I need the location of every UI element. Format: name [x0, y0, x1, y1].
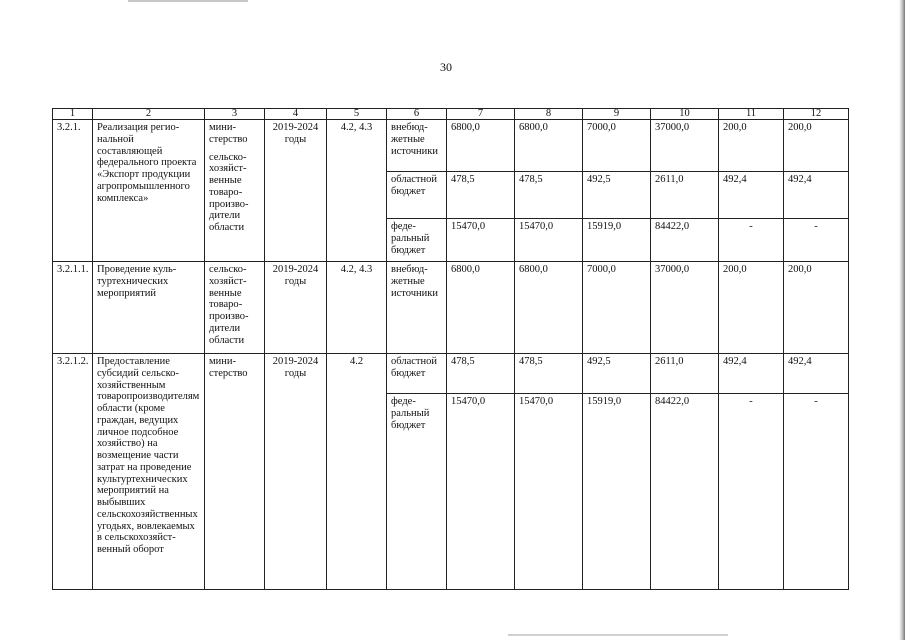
item-period: 2019-2024 годы	[265, 354, 327, 590]
value-cell: 492,5	[583, 172, 651, 219]
header-cell: 9	[583, 109, 651, 120]
value-cell: 37000,0	[651, 262, 719, 354]
value-cell: 2611,0	[651, 354, 719, 394]
header-row	[53, 109, 849, 120]
item-name: Предоставление субсидий сельскохозяйственным товаропроизводителям области (кроме граждан, ведущих личное подсобное хозяйство) на возмещение части затрат на проведение культуртехнических мероприятий на выбывших сельскохозяйственных угодьях, вовлекаемых в сельскохозяйственный оборот	[93, 354, 205, 590]
value-cell: 6800,0	[515, 120, 583, 172]
scan-artifact-bottom	[508, 634, 728, 636]
item-name: Реализация региональной составляющей федерального проекта «Экспорт продукции агропромышленного комплекса»	[93, 120, 205, 262]
item-code: 3.2.1.	[53, 120, 93, 262]
item-indicators: 4.2, 4.3	[327, 262, 387, 354]
value-cell: 492,4	[784, 172, 849, 219]
header-cell: 6	[387, 109, 447, 120]
item-code: 3.2.1.1.	[53, 262, 93, 354]
scan-edge-shadow	[899, 0, 905, 640]
value-cell: 15470,0	[447, 219, 515, 262]
value-cell: 492,4	[719, 354, 784, 394]
value-cell: 2611,0	[651, 172, 719, 219]
table-row	[53, 262, 849, 354]
budget-table	[52, 108, 849, 590]
header-cell: 11	[719, 109, 784, 120]
funding-source: внебюджетные источники	[387, 262, 447, 354]
item-executor	[205, 120, 265, 262]
header-cell: 3	[205, 109, 265, 120]
item-code: 3.2.1.2.	[53, 354, 93, 590]
header-cell: 2	[93, 109, 205, 120]
value-cell: 15470,0	[515, 219, 583, 262]
value-cell: -	[784, 394, 849, 590]
header-cell: 1	[53, 109, 93, 120]
executor-line: министерство	[209, 122, 248, 145]
executor-line: сельскохозяйственные товаропроизводители области	[209, 151, 249, 233]
value-cell: 6800,0	[447, 120, 515, 172]
header-cell: 5	[327, 109, 387, 120]
value-cell: 492,5	[583, 354, 651, 394]
funding-source: областной бюджет	[387, 172, 447, 219]
item-name: Проведение культуртехнических мероприятий	[93, 262, 205, 354]
value-cell: 37000,0	[651, 120, 719, 172]
value-cell: 200,0	[784, 120, 849, 172]
funding-source: внебюджетные источники	[387, 120, 447, 172]
value-cell: 492,4	[719, 172, 784, 219]
value-cell: 15470,0	[447, 394, 515, 590]
header-cell: 4	[265, 109, 327, 120]
value-cell: 200,0	[719, 262, 784, 354]
value-cell: 492,4	[784, 354, 849, 394]
value-cell: 15919,0	[583, 394, 651, 590]
value-cell: 15919,0	[583, 219, 651, 262]
page-number: 30	[440, 60, 452, 74]
value-cell: 478,5	[515, 172, 583, 219]
value-cell: 7000,0	[583, 262, 651, 354]
value-cell: 478,5	[447, 172, 515, 219]
value-cell: 478,5	[515, 354, 583, 394]
funding-source: федеральный бюджет	[387, 394, 447, 590]
value-cell: -	[719, 219, 784, 262]
item-executor: министерство	[205, 354, 265, 590]
header-cell: 12	[784, 109, 849, 120]
value-cell: 7000,0	[583, 120, 651, 172]
funding-source: федеральный бюджет	[387, 219, 447, 262]
header-cell: 10	[651, 109, 719, 120]
item-indicators: 4.2, 4.3	[327, 120, 387, 262]
value-cell: 200,0	[784, 262, 849, 354]
table-row	[53, 354, 849, 394]
value-cell: 84422,0	[651, 219, 719, 262]
value-cell: -	[784, 219, 849, 262]
header-cell: 7	[447, 109, 515, 120]
value-cell: 6800,0	[447, 262, 515, 354]
value-cell: 478,5	[447, 354, 515, 394]
value-cell: 15470,0	[515, 394, 583, 590]
header-cell: 8	[515, 109, 583, 120]
value-cell: -	[719, 394, 784, 590]
value-cell: 84422,0	[651, 394, 719, 590]
item-period: 2019-2024 годы	[265, 120, 327, 262]
table-row	[53, 120, 849, 172]
scan-artifact-top	[128, 0, 248, 2]
item-period: 2019-2024 годы	[265, 262, 327, 354]
item-executor: сельскохозяйственные товаропроизводители области	[205, 262, 265, 354]
value-cell: 200,0	[719, 120, 784, 172]
funding-source: областной бюджет	[387, 354, 447, 394]
value-cell: 6800,0	[515, 262, 583, 354]
item-indicators: 4.2	[327, 354, 387, 590]
